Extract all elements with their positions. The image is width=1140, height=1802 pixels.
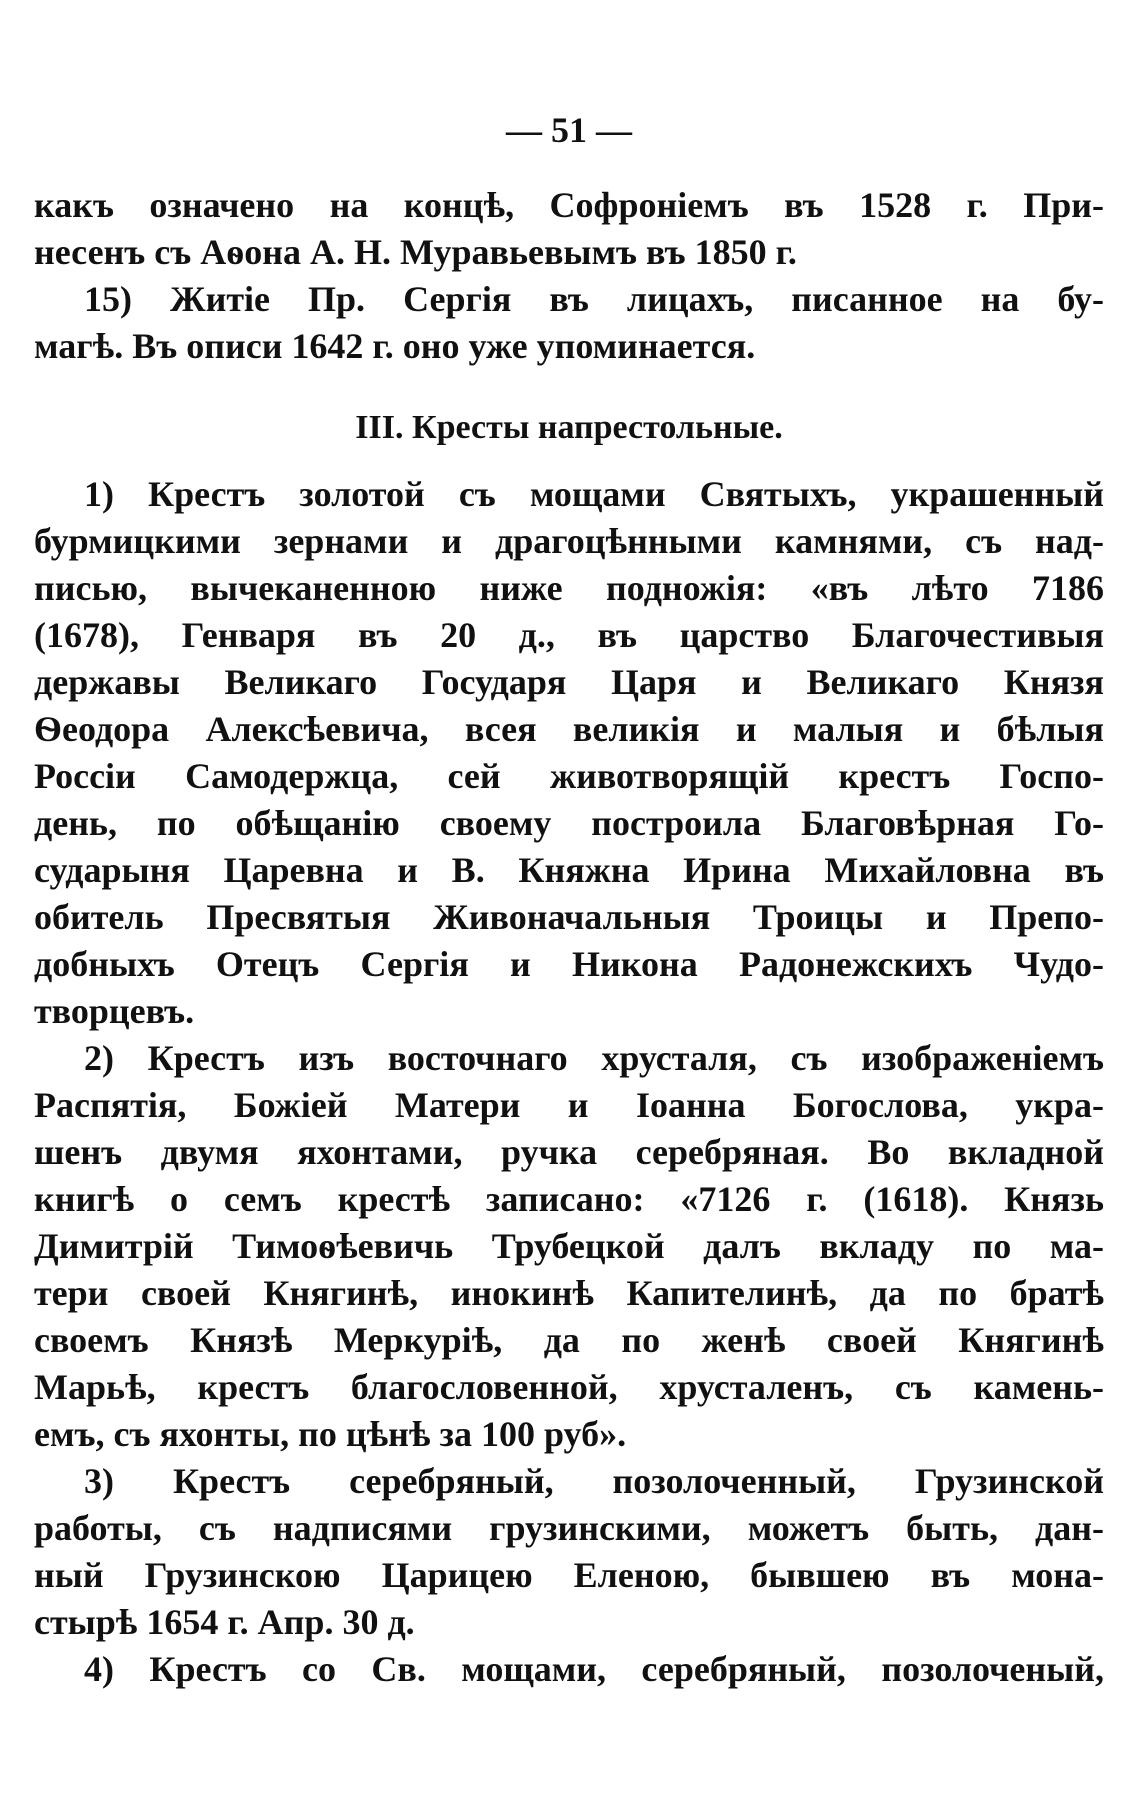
text-body <box>34 182 1104 1693</box>
text-line: тери своей Княгинѣ, инокинѣ Капителинѣ, да по братѣ <box>34 1273 1104 1313</box>
text-line: писью, вычеканенною ниже подножія: «въ лѣто 7186 <box>34 568 1104 608</box>
text-line: (1678), Генваря въ 20 д., въ царство Благочестивыя <box>34 615 1104 655</box>
paragraph-item-4 <box>34 1646 1104 1693</box>
text-line: ный Грузинскою Царицею Еленою, бывшею въ мона- <box>34 1555 1104 1595</box>
text-line: Россіи Самодержца, сей животворящій крестъ Госпо- <box>34 756 1104 796</box>
text-line: 2) Крестъ изъ восточнаго хрусталя, съ изображеніемъ <box>84 1038 1104 1078</box>
text-line: Распятія, Божіей Матери и Іоанна Богослова, укра- <box>34 1085 1104 1125</box>
paragraph-item-3 <box>34 1458 1104 1646</box>
section-heading: III. Кресты напрестольные. <box>355 409 783 446</box>
paragraph-continuation <box>34 182 1104 276</box>
text-line: своемъ Князѣ Меркуріѣ, да по женѣ своей Княгинѣ <box>34 1320 1104 1360</box>
text-line: Ѳеодора Алексѣевича, всея великія и малыя и бѣлыя <box>34 709 1104 749</box>
text-line: Марьѣ, крестъ благословенной, хрусталенъ, съ камень- <box>34 1367 1104 1407</box>
text-line: магѣ. Въ описи 1642 г. оно уже упоминается. <box>34 326 756 366</box>
text-line: книгѣ о семъ крестѣ записано: «7126 г. (1618). Князь <box>34 1179 1104 1219</box>
text-line: шенъ двумя яхонтами, ручка серебряная. Во вкладной <box>34 1132 1104 1172</box>
text-line: сударыня Царевна и В. Княжна Ирина Михайловна въ <box>34 850 1104 890</box>
text-line: державы Великаго Государя Царя и Великаго Князя <box>34 662 1104 702</box>
text-line: 15) Житіе Пр. Сергія въ лицахъ, писанное на бу- <box>84 279 1104 319</box>
paragraph-item-15 <box>34 276 1104 370</box>
text-line: 3) Крестъ серебряный, позолоченный, Грузинской <box>84 1461 1104 1501</box>
paragraph-item-2 <box>34 1035 1104 1458</box>
text-line: 1) Крестъ золотой съ мощами Святыхъ, украшенный <box>84 474 1104 514</box>
text-line: стырѣ 1654 г. Апр. 30 д. <box>34 1602 415 1642</box>
text-line: добныхъ Отецъ Сергія и Никона Радонежскихъ Чудо- <box>34 944 1104 984</box>
text-line: емъ, съ яхонты, по цѣнѣ за 100 руб». <box>34 1414 627 1454</box>
text-line: несенъ съ Аѳона А. Н. Муравьевымъ въ 1850 г. <box>34 232 797 272</box>
text-line: какъ означено на концѣ, Софроніемъ въ 1528 г. При- <box>34 185 1104 225</box>
text-line: творцевъ. <box>34 991 195 1031</box>
text-line: день, по обѣщанію своему построила Благовѣрная Го- <box>34 803 1104 843</box>
text-line: бурмицкими зернами и драгоцѣнными камнями, съ над- <box>34 521 1104 561</box>
book-page <box>34 100 1104 1693</box>
page-number: — 51 — <box>506 110 632 150</box>
text-line: работы, съ надписями грузинскими, можетъ быть, дан- <box>34 1508 1104 1548</box>
paragraph-item-1 <box>34 471 1104 1035</box>
text-line: Димитрій Тимоѳѣевичь Трубецкой далъ вкладу по ма- <box>34 1226 1104 1266</box>
text-line: 4) Крестъ со Св. мощами, серебряный, позолоченый, <box>84 1649 1104 1689</box>
text-line: обитель Пресвятыя Живоначальныя Троицы и Препо- <box>34 897 1104 937</box>
